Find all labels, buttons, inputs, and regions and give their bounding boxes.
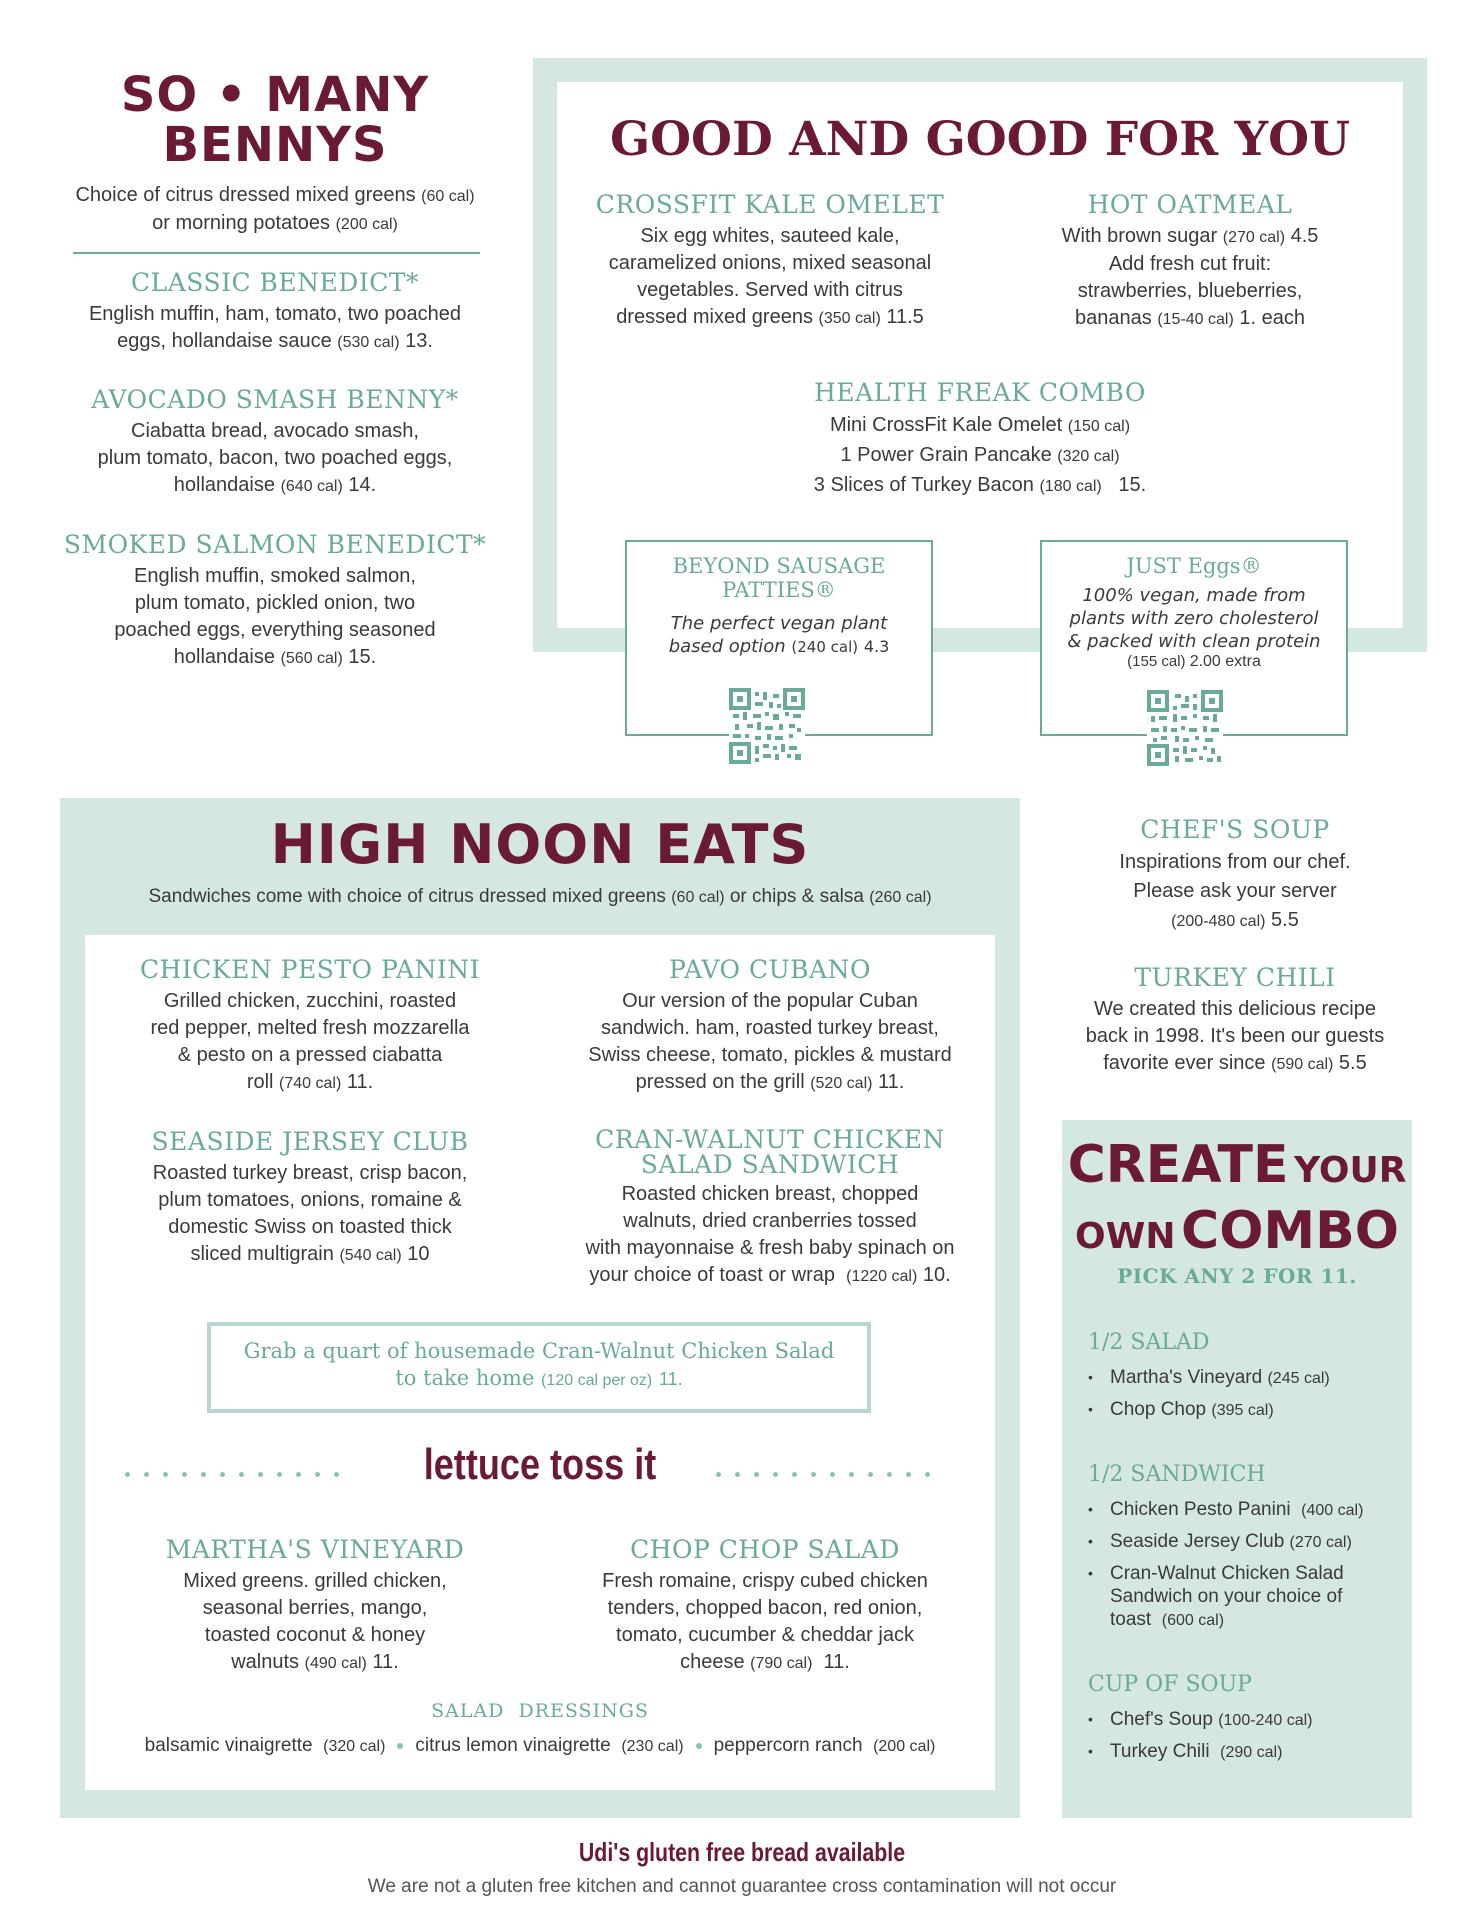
- list-item: • Chop Chop (395 cal): [1088, 1394, 1398, 1426]
- lettuce-toss-title: lettuce toss it: [423, 1440, 657, 1489]
- menu-item-turkey-chili: TURKEY CHILI We created this delicious recipe back in 1998. It's been our guests favorite ever since (590 cal) 5.5: [1085, 963, 1385, 1074]
- menu-item-marthas-vineyard: MARTHA'S VINEYARD Mixed greens. grilled chicken, seasonal berries, mango, toasted coconut & honey walnuts (490 cal) 11.: [165, 1535, 465, 1673]
- divider: [73, 252, 480, 254]
- list-item: • Chef's Soup (100-240 cal): [1088, 1704, 1398, 1736]
- list-item: • Seaside Jersey Club (270 cal): [1088, 1526, 1398, 1558]
- menu-item-chop-chop-salad: CHOP CHOP SALAD Fresh romaine, crispy cubed chicken tenders, chopped bacon, red onion, tomato, cucumber & cheddar jack cheese (790 cal) 11.: [602, 1535, 928, 1673]
- gluten-free-note: Udi's gluten free bread available: [578, 1837, 906, 1867]
- create-combo-title: CREATE YOUR OWN COMBO: [1067, 1135, 1407, 1261]
- combo-price-note: PICK ANY 2 FOR 11.: [1117, 1264, 1357, 1288]
- combo-group-salad-list: [1088, 1362, 1398, 1426]
- combo-group-soup-list: [1088, 1704, 1398, 1768]
- menu-item-chicken-pesto-panini: CHICKEN PESTO PANINI Grilled chicken, zucchini, roasted red pepper, melted fresh mozzarella & pesto on a pressed ciabatta roll (740 cal) 11.: [139, 955, 481, 1093]
- bullet-dot: [397, 1743, 403, 1749]
- qr-code[interactable]: [1147, 690, 1223, 766]
- high-noon-subtitle: Sandwiches come with choice of citrus dressed mixed greens (60 cal) or chips & salsa (260 cal): [148, 886, 932, 907]
- qr-code[interactable]: [729, 688, 805, 764]
- menu-item-chefs-soup: CHEF'S SOUP Inspirations from our chef. Please ask your server (200-480 cal) 5.5: [1119, 815, 1351, 931]
- good-section-title: GOOD AND GOOD FOR YOU: [609, 112, 1351, 167]
- list-item: • Chicken Pesto Panini (400 cal): [1088, 1494, 1398, 1526]
- combo-group-salad-title: 1/2 SALAD: [1088, 1330, 1210, 1355]
- beyond-sausage-box: BEYOND SAUSAGE PATTIES® The perfect vegan plant based option (240 cal) 4.3: [625, 540, 933, 736]
- menu-item-smoked-salmon: SMOKED SALMON BENEDICT* English muffin, smoked salmon, plum tomato, pickled onion, two poached eggs, everything seasoned hollandaise (560 cal) 15.: [63, 530, 487, 668]
- salad-dressings-list: balsamic vinaigrette (320 cal) citrus lemon vinaigrette (230 cal) peppercorn ranch (200 cal): [144, 1735, 936, 1756]
- bullet-dot: [696, 1743, 702, 1749]
- combo-group-sandwich-list: [1088, 1494, 1398, 1632]
- bennys-subtitle: Choice of citrus dressed mixed greens (60 cal) or morning potatoes (200 cal): [75, 184, 475, 234]
- high-noon-title: HIGH NOON EATS: [270, 813, 810, 876]
- menu-item-classic-benedict: CLASSIC BENEDICT* English muffin, ham, tomato, two poached eggs, hollandaise sauce (530 cal) 13.: [88, 268, 462, 352]
- menu-item-health-freak-combo: HEALTH FREAK COMBO Mini CrossFit Kale Omelet (150 cal) 1 Power Grain Pancake (320 cal) 3 Slices of Turkey Bacon (180 cal) 15.: [813, 378, 1147, 496]
- menu-item-hot-oatmeal: HOT OATMEAL With brown sugar (270 cal) 4.5 Add fresh cut fruit: strawberries, blueberries, bananas (15-40 cal) 1. each: [1061, 190, 1319, 329]
- list-item: • Martha's Vineyard (245 cal): [1088, 1362, 1398, 1394]
- gluten-disclaimer: We are not a gluten free kitchen and cannot guarantee cross contamination will not occur: [367, 1876, 1117, 1897]
- menu-item-pavo-cubano: PAVO CUBANO Our version of the popular Cuban sandwich. ham, roasted turkey breast, Swiss cheese, tomato, pickles & mustard pressed on the grill (520 cal) 11.: [588, 955, 952, 1093]
- dotted-divider-right: [716, 1472, 944, 1478]
- just-eggs-box: JUST Eggs® 100% vegan, made from plants with zero cholesterol & packed with clean protein (155 cal) 2.00 extra: [1040, 540, 1348, 736]
- bennys-title: SO • MANY BENNYS: [120, 67, 430, 173]
- salad-dressings-title: SALAD DRESSINGS: [431, 1700, 649, 1722]
- list-item: • Turkey Chili (290 cal): [1088, 1736, 1398, 1768]
- list-item: • Cran-Walnut Chicken Salad Sandwich on your choice of toast (600 cal): [1088, 1558, 1348, 1632]
- menu-item-kale-omelet: CROSSFIT KALE OMELET Six egg whites, sauteed kale, caramelized onions, mixed seasonal vegetables. Served with citrus dressed mixed greens (350 cal) 11.5: [595, 190, 945, 328]
- menu-item-avocado-smash: AVOCADO SMASH BENNY* Ciabatta bread, avocado smash, plum tomato, bacon, two poached eggs, hollandaise (640 cal) 14.: [91, 385, 459, 496]
- salad-to-go-text: Grab a quart of housemade Cran-Walnut Chicken Salad to take home (120 cal per oz) 11.: [243, 1339, 835, 1390]
- menu-item-seaside-jersey-club: SEASIDE JERSEY CLUB Roasted turkey breast, crisp bacon, plum tomatoes, onions, romaine & domestic Swiss on toasted thick sliced multigrain (540 cal) 10: [151, 1127, 469, 1265]
- menu-item-cran-walnut-sandwich: CRAN-WALNUT CHICKEN SALAD SANDWICH Roasted chicken breast, chopped walnuts, dried cranberries tossed with mayonnaise & fresh baby spinach on your choice of toast or wrap (1220 cal) 10.: [585, 1125, 955, 1286]
- dotted-divider-left: [125, 1472, 353, 1478]
- combo-group-soup-title: CUP OF SOUP: [1088, 1672, 1252, 1697]
- combo-group-sandwich-title: 1/2 SANDWICH: [1088, 1462, 1266, 1487]
